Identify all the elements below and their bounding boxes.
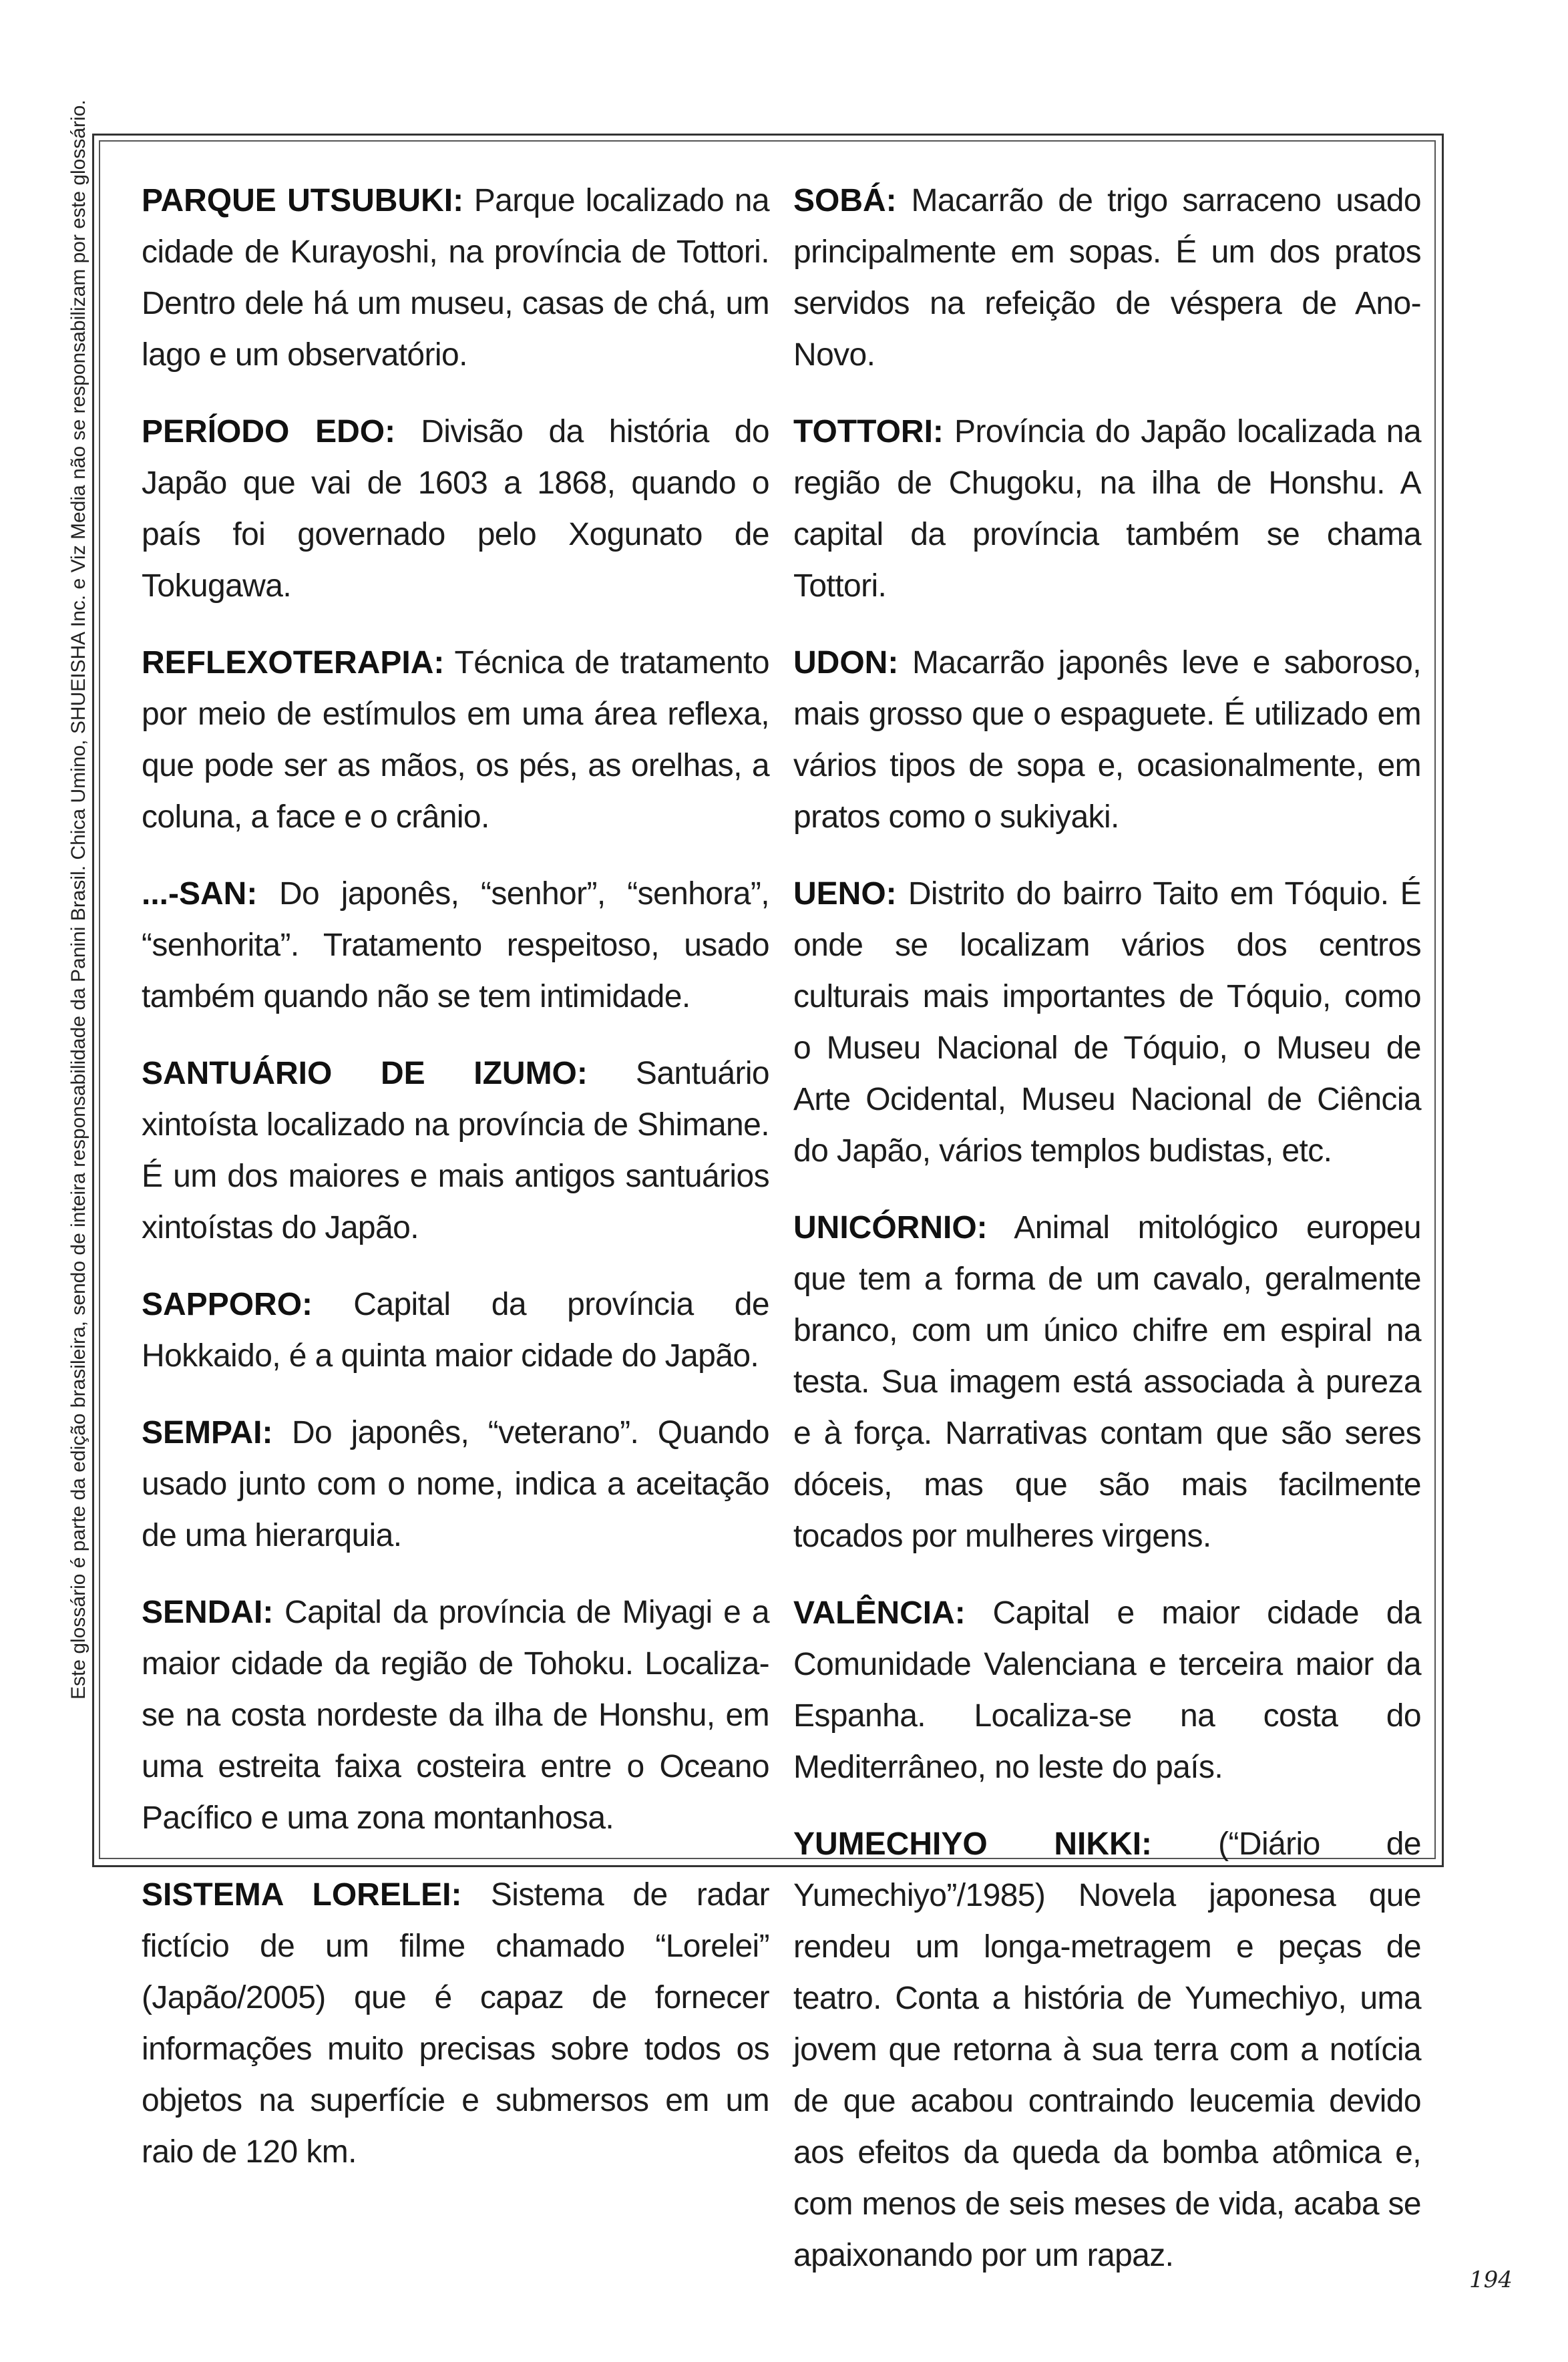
- entry-term: UNICÓRNIO:: [793, 1210, 988, 1245]
- entry-term: PARQUE UTSUBUKI:: [142, 183, 464, 218]
- entry-term: TOTTORI:: [793, 414, 944, 449]
- entry-definition: Capital e maior cidade da Comunidade Valenciana e terceira maior da Espanha. Localiza-se na costa do Mediterrâneo, no leste do país.: [793, 1595, 1421, 1785]
- entry-definition: (“Diário de Yumechiyo”/1985) Novela japonesa que rendeu um longa-metragem e peças de teatro. Conta a história de Yumechiyo, uma jovem que retorna à sua terra com a notícia de que acabou contraindo leucemia devido aos efeitos da queda da bomba atômica e, com menos de seis meses de vida, acaba se apaixonando por um rapaz.: [793, 1826, 1421, 2273]
- entry-definition: Sistema de radar fictício de um filme chamado “Lorelei” (Japão/2005) que é capaz de fornecer informações muito precisas sobre todos os objetos na superfície e submersos em um raio de 120 km.: [142, 1877, 769, 2170]
- entry-definition: Distrito do bairro Taito em Tóquio. É onde se localizam vários dos centros culturais mais importantes de Tóquio, como o Museu Nacional de Tóquio, o Museu de Arte Ocidental, Museu Nacional de Ciência do Japão, vários templos budistas, etc.: [793, 876, 1421, 1169]
- entry-term: UDON:: [793, 645, 899, 680]
- entry-definition: Divisão da história do Japão que vai de 1603 a 1868, quando o país foi governado pelo Xogunato de Tokugawa.: [142, 414, 769, 604]
- entry-definition: Santuário xintoísta localizado na província de Shimane. É um dos maiores e mais antigos santuários xintoístas do Japão.: [142, 1056, 769, 1245]
- glossary-entry: [142, 868, 769, 1022]
- entry-term: SISTEMA LORELEI:: [142, 1877, 462, 1913]
- entry-term: SAPPORO:: [142, 1287, 313, 1322]
- entry-term: PERÍODO EDO:: [142, 414, 396, 449]
- glossary-entry: [142, 1587, 769, 1844]
- entry-definition: Parque localizado na cidade de Kurayoshi, na província de Tottori. Dentro dele há um museu, casas de chá, um lago e um observatório.: [142, 183, 769, 373]
- entry-term: UENO:: [793, 876, 897, 912]
- entry-definition: Animal mitológico europeu que tem a forma de um cavalo, geralmente branco, com um único chifre em espiral na testa. Sua imagem está associada à pureza e à força. Narrativas contam que são seres dóceis, mas que são mais facilmente tocados por mulheres virgens.: [793, 1210, 1421, 1554]
- entry-term: SENDAI:: [142, 1595, 274, 1630]
- entry-definition: Macarrão japonês leve e saboroso, mais grosso que o espaguete. É utilizado em vários tipos de sopa e, ocasionalmente, em pratos como o sukiyaki.: [793, 645, 1421, 835]
- entry-term: SEMPAI:: [142, 1415, 273, 1450]
- entry-definition: Capital da província de Miyagi e a maior cidade da região de Tohoku. Localiza-se na costa nordeste da ilha de Honshu, em uma estreita faixa costeira entre o Oceano Pacífico e uma zona montanhosa.: [142, 1595, 769, 1836]
- entry-definition: Província do Japão localizada na região de Chugoku, na ilha de Honshu. A capital da província também se chama Tottori.: [793, 414, 1421, 604]
- glossary-entry: [142, 1279, 769, 1382]
- side-disclaimer: Este glossário é parte da edição brasileira, sendo de inteira responsabilidade da Panini Brasil. Chica Umino, SHUEISHA Inc. e Viz Media não se responsabilizam por este glossário.: [67, 100, 89, 1700]
- page-number: 194: [1469, 2267, 1513, 2293]
- glossary-entry: [793, 175, 1421, 381]
- entry-term: REFLEXOTERAPIA:: [142, 645, 445, 680]
- entry-term: VALÊNCIA:: [793, 1595, 966, 1631]
- glossary-entry: [793, 1202, 1421, 1562]
- glossary-entry: [142, 637, 769, 843]
- glossary-entry: [142, 1048, 769, 1253]
- entry-term: ...-SAN:: [142, 876, 258, 912]
- glossary-column-left: [142, 175, 769, 2203]
- entry-definition: Do japonês, “senhor”, “senhora”, “senhorita”. Tratamento respeitoso, usado também quando não se tem intimidade.: [142, 876, 769, 1014]
- entry-term: SANTUÁRIO DE IZUMO:: [142, 1056, 588, 1091]
- entry-term: YUMECHIYO NIKKI:: [793, 1826, 1153, 1862]
- entry-definition: Do japonês, “veterano”. Quando usado junto com o nome, indica a aceitação de uma hierarquia.: [142, 1415, 769, 1553]
- glossary-entry: [793, 637, 1421, 843]
- glossary-entry: [793, 868, 1421, 1177]
- entry-definition: Capital da província de Hokkaido, é a quinta maior cidade do Japão.: [142, 1287, 769, 1374]
- entry-definition: Técnica de tratamento por meio de estímulos em uma área reflexa, que pode ser as mãos, os pés, as orelhas, a coluna, a face e o crânio.: [142, 645, 769, 835]
- glossary-entry: [142, 406, 769, 612]
- glossary-entry: [793, 406, 1421, 612]
- glossary-entry: [793, 1818, 1421, 2281]
- entry-term: SOBÁ:: [793, 183, 897, 218]
- glossary-entry: [142, 175, 769, 381]
- glossary-entry: [793, 1587, 1421, 1793]
- glossary-entry: [142, 1407, 769, 1561]
- glossary-column-right: [793, 175, 1421, 2307]
- entry-definition: Macarrão de trigo sarraceno usado principalmente em sopas. É um dos pratos servidos na refeição de véspera de Ano-Novo.: [793, 183, 1421, 373]
- glossary-entry: [142, 1869, 769, 2178]
